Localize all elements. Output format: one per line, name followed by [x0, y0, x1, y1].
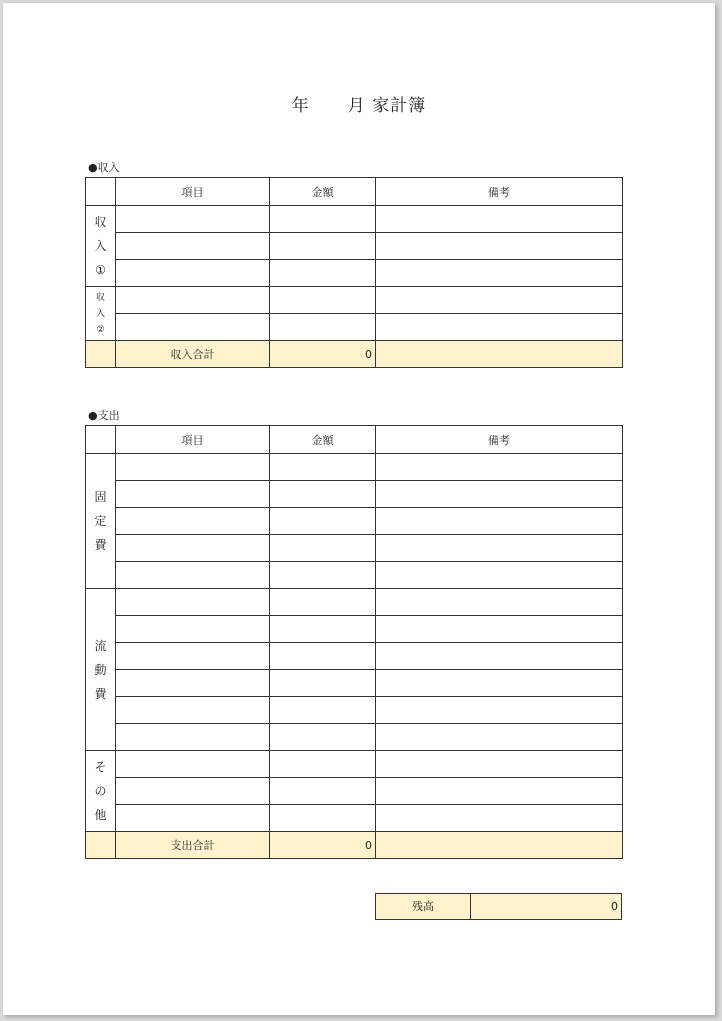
- expense-note-cell[interactable]: [376, 643, 623, 670]
- balance-value: 0: [611, 900, 618, 913]
- income-note-cell[interactable]: [376, 233, 623, 260]
- title-month: 月 家計簿: [347, 96, 427, 116]
- expense-header-blank: [86, 426, 116, 454]
- expense-amount-cell[interactable]: [270, 643, 376, 670]
- expense-item-cell[interactable]: [116, 670, 270, 697]
- income-note-cell[interactable]: [376, 260, 623, 287]
- income-header-amount: 金額: [270, 178, 376, 206]
- expense-note-cell[interactable]: [376, 454, 623, 481]
- expense-note-cell[interactable]: [376, 724, 623, 751]
- expense-amount-cell[interactable]: [270, 481, 376, 508]
- expense-item-cell[interactable]: [116, 481, 270, 508]
- income-header-item: 項目: [116, 178, 270, 206]
- expense-amount-cell[interactable]: [270, 454, 376, 481]
- expense-item-cell[interactable]: [116, 616, 270, 643]
- expense-amount-cell[interactable]: [270, 508, 376, 535]
- expense-item-cell[interactable]: [116, 778, 270, 805]
- expense-other-label: そ の 他: [86, 751, 116, 832]
- income-table: [85, 177, 623, 368]
- income-total-label: 収入合計: [116, 341, 270, 368]
- expense-item-cell[interactable]: [116, 562, 270, 589]
- income-amount-cell[interactable]: [270, 314, 376, 341]
- expense-amount-cell[interactable]: [270, 589, 376, 616]
- income-group-1-label: 収 入 ①: [86, 206, 116, 287]
- income-amount-cell[interactable]: [270, 233, 376, 260]
- expense-note-cell[interactable]: [376, 481, 623, 508]
- income-group-2-label: 収 入 ②: [86, 287, 116, 341]
- expense-fixed-label: 固 定 費: [86, 454, 116, 589]
- expense-note-cell[interactable]: [376, 697, 623, 724]
- expense-amount-cell[interactable]: [270, 670, 376, 697]
- expense-item-cell[interactable]: [116, 589, 270, 616]
- income-amount-cell[interactable]: [270, 206, 376, 233]
- expense-header-item: 項目: [116, 426, 270, 454]
- income-item-cell[interactable]: [116, 233, 270, 260]
- expense-item-cell[interactable]: [116, 643, 270, 670]
- expense-item-cell[interactable]: [116, 751, 270, 778]
- expense-header-amount: 金額: [270, 426, 376, 454]
- expense-amount-cell[interactable]: [270, 562, 376, 589]
- expense-note-cell[interactable]: [376, 589, 623, 616]
- expense-amount-cell[interactable]: [270, 751, 376, 778]
- income-note-cell[interactable]: [376, 287, 623, 314]
- expense-amount-cell[interactable]: [270, 535, 376, 562]
- expense-amount-cell[interactable]: [270, 724, 376, 751]
- expense-item-cell[interactable]: [116, 724, 270, 751]
- balance-label: 残高: [376, 894, 471, 919]
- income-item-cell[interactable]: [116, 206, 270, 233]
- income-note-cell[interactable]: [376, 206, 623, 233]
- expense-note-cell[interactable]: [376, 751, 623, 778]
- income-section-label: ●収入: [88, 161, 120, 174]
- expense-item-cell[interactable]: [116, 805, 270, 832]
- expense-amount-cell[interactable]: [270, 697, 376, 724]
- expense-total-blank: [86, 832, 116, 859]
- expense-amount-cell[interactable]: [270, 616, 376, 643]
- income-amount-cell[interactable]: [270, 287, 376, 314]
- expense-total-note[interactable]: [376, 832, 623, 859]
- income-total-note[interactable]: [376, 341, 623, 368]
- expense-item-cell[interactable]: [116, 454, 270, 481]
- income-item-cell[interactable]: [116, 260, 270, 287]
- balance-box: [375, 893, 622, 920]
- income-note-cell[interactable]: [376, 314, 623, 341]
- document-page: [3, 3, 715, 1015]
- income-amount-cell[interactable]: [270, 260, 376, 287]
- expense-total-value: 0: [270, 832, 376, 859]
- income-header-blank: [86, 178, 116, 206]
- income-total-blank: [86, 341, 116, 368]
- expense-header-note: 備考: [376, 426, 623, 454]
- expense-amount-cell[interactable]: [270, 805, 376, 832]
- expense-note-cell[interactable]: [376, 535, 623, 562]
- expense-note-cell[interactable]: [376, 670, 623, 697]
- income-header-note: 備考: [376, 178, 623, 206]
- expense-table: [85, 425, 623, 859]
- title-year: 年: [291, 96, 310, 116]
- expense-total-label: 支出合計: [116, 832, 270, 859]
- income-item-cell[interactable]: [116, 287, 270, 314]
- page-title: [3, 91, 715, 116]
- expense-variable-label: 流 動 費: [86, 589, 116, 751]
- expense-note-cell[interactable]: [376, 805, 623, 832]
- expense-item-cell[interactable]: [116, 697, 270, 724]
- expense-item-cell[interactable]: [116, 508, 270, 535]
- expense-item-cell[interactable]: [116, 535, 270, 562]
- income-total-value: 0: [270, 341, 376, 368]
- expense-note-cell[interactable]: [376, 616, 623, 643]
- expense-amount-cell[interactable]: [270, 778, 376, 805]
- income-item-cell[interactable]: [116, 314, 270, 341]
- expense-note-cell[interactable]: [376, 508, 623, 535]
- expense-section-label: ●支出: [88, 409, 120, 422]
- expense-note-cell[interactable]: [376, 562, 623, 589]
- expense-note-cell[interactable]: [376, 778, 623, 805]
